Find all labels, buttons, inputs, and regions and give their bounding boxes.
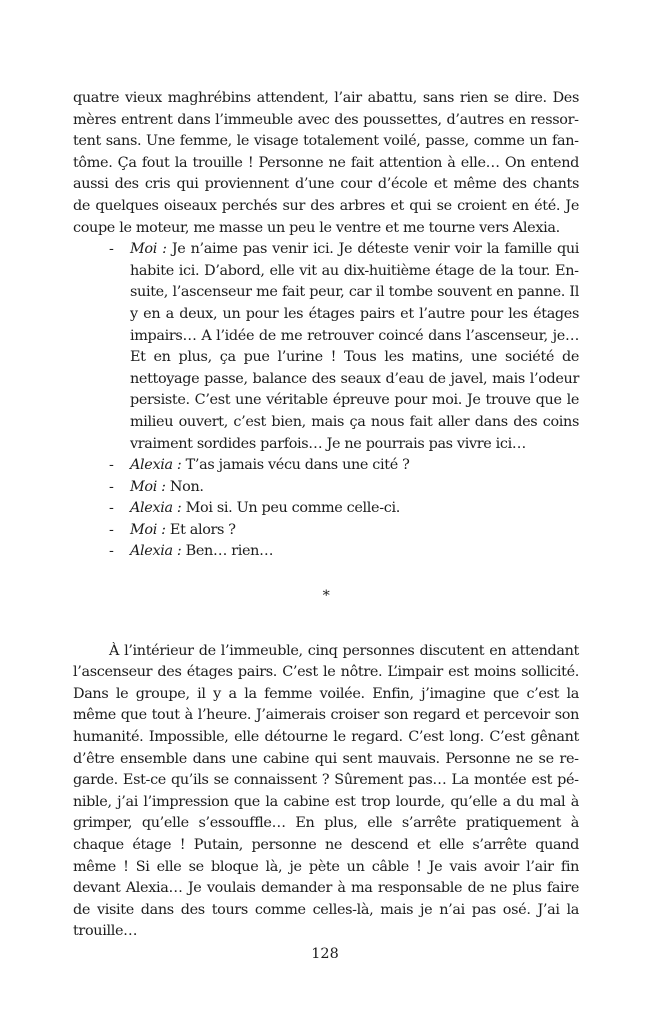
dialogue-speaker: Moi : <box>130 521 166 538</box>
dialogue-text: Moi si. Un peu comme celle-ci. <box>181 500 400 517</box>
dialogue-dash: - <box>109 478 114 495</box>
dialogue-list <box>73 239 579 563</box>
dialogue-line <box>73 541 579 563</box>
dialogue-dash: - <box>109 241 114 258</box>
dialogue-text: T’as jamais vécu dans une cité ? <box>181 457 410 474</box>
dialogue-speaker: Alexia : <box>130 543 182 560</box>
dialogue-dash: - <box>109 543 114 560</box>
dialogue-dash: - <box>109 521 114 538</box>
dialogue-speaker: Alexia : <box>130 457 182 474</box>
dialogue-speaker: Moi : <box>130 478 166 495</box>
dialogue-text: Non. <box>165 478 204 495</box>
dialogue-line <box>73 477 579 499</box>
dialogue-dash: - <box>109 500 114 517</box>
dialogue-text: Ben… rien… <box>181 543 274 560</box>
dialogue-line <box>73 520 579 542</box>
dialogue-dash: - <box>109 457 114 474</box>
page-body <box>73 88 579 943</box>
dialogue-line <box>73 455 579 477</box>
dialogue-text: Et alors ? <box>165 521 236 538</box>
dialogue-line <box>73 498 579 520</box>
opening-paragraph: quatre vieux maghrébins attendent, l’air abattu, sans rien se dire. Des mères entrent dans l’immeuble avec des poussettes, d’autres en ressortent sans. Une femme, le visage totalement voilé, passe, comme un fantôme. Ça fout la trouille ! Personne ne fait attention à elle… On entend aussi des cris qui proviennent d’une cour d’école et même des chants de quelques oiseaux perchés sur des arbres et qui se croient en été. Je coupe le moteur, me masse un peu le ventre et me tourne vers Alexia. <box>73 90 579 236</box>
section-separator: * <box>322 588 330 605</box>
dialogue-speaker: Moi : <box>130 241 167 258</box>
dialogue-speaker: Alexia : <box>130 500 182 517</box>
section-paragraph: À l’intérieur de l’immeuble, cinq personnes discutent en attendant l’ascenseur des étages pairs. C’est le nôtre. L’impair est moins sollicité. Dans le groupe, il y a la femme voilée. Enfin, j’imagine que c’est la même que tout à l’heure. J’aimerais croiser son regard et percevoir son humanité. Impossible, elle détourne le regard. C’est long. C’est gênant d’être ensemble dans une cabine qui sent mauvais. Personne ne se regarde. Est-ce qu’ils se connaissent ? Sûrement pas… La montée est pénible, j’ai l’impression que la cabine est trop lourde, qu’elle a du mal à grimper, qu’elle s’essouffle… En plus, elle s’arrête pratiquement à chaque étage ! Putain, personne ne descend et elle s’arrête quand même ! Si elle se bloque là, je pète un câble ! Je vais avoir l’air fin devant Alexia… Je voulais demander à ma responsable de ne plus faire de visite dans des tours comme celles-là, mais je n’ai pas osé. J’ai la trouille… <box>73 642 579 940</box>
dialogue-line <box>73 239 579 455</box>
page-number: 128 <box>311 946 339 962</box>
dialogue-text: Je n’aime pas venir ici. Je déteste venir voir la famille qui habite ici. D’abord, elle vit au dix-huitième étage de la tour. Ensuite, l’ascenseur me fait peur, car il tombe souvent en panne. Il y en a deux, un pour les étages pairs et l’autre pour les étages impairs… A l’idée de me retrouver coincé dans l’ascenseur, je… Et en plus, ça pue l’urine ! Tous les matins, une société de nettoyage passe, balance des seaux d’eau de javel, mais l’odeur persiste. C’est une véritable épreuve pour moi. Je trouve que le milieu ouvert, c’est bien, mais ça nous fait aller dans des coins vraiment sordides parfois… Je ne pourrais pas vivre ici… <box>130 241 579 452</box>
